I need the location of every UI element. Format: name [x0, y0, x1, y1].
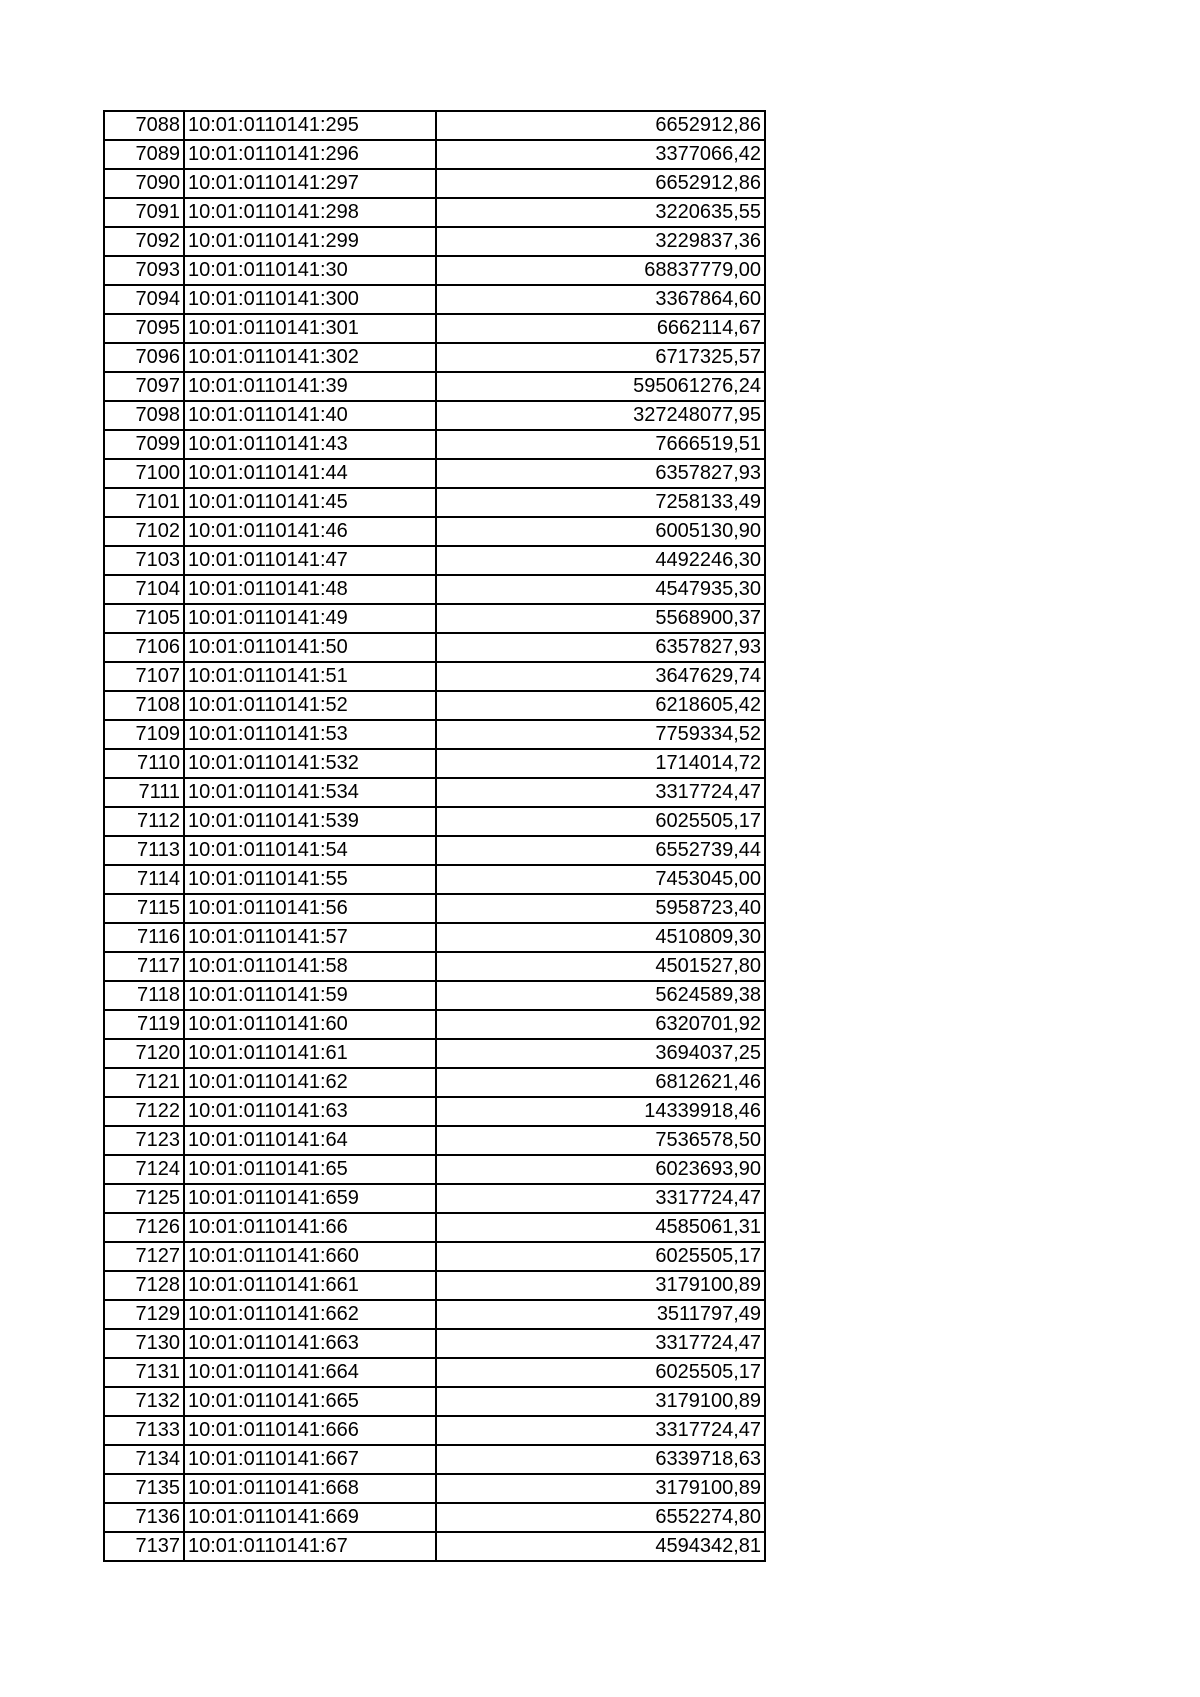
value-cell: 6025505,17	[436, 1242, 765, 1271]
cadastral-number-cell: 10:01:0110141:44	[184, 459, 436, 488]
row-number-cell: 7109	[104, 720, 184, 749]
table-row	[104, 488, 765, 517]
row-number-cell: 7091	[104, 198, 184, 227]
table-row	[104, 1329, 765, 1358]
value-cell: 4585061,31	[436, 1213, 765, 1242]
value-cell: 6717325,57	[436, 343, 765, 372]
row-number-cell: 7089	[104, 140, 184, 169]
table-row	[104, 198, 765, 227]
row-number-cell: 7110	[104, 749, 184, 778]
cadastral-number-cell: 10:01:0110141:30	[184, 256, 436, 285]
table-row	[104, 923, 765, 952]
value-cell: 3694037,25	[436, 1039, 765, 1068]
cadastral-number-cell: 10:01:0110141:53	[184, 720, 436, 749]
cadastral-number-cell: 10:01:0110141:61	[184, 1039, 436, 1068]
value-cell: 327248077,95	[436, 401, 765, 430]
row-number-cell: 7098	[104, 401, 184, 430]
value-cell: 3367864,60	[436, 285, 765, 314]
cadastral-number-cell: 10:01:0110141:302	[184, 343, 436, 372]
cadastral-number-cell: 10:01:0110141:299	[184, 227, 436, 256]
row-number-cell: 7137	[104, 1532, 184, 1561]
table-row	[104, 749, 765, 778]
cadastral-number-cell: 10:01:0110141:297	[184, 169, 436, 198]
cadastral-number-cell: 10:01:0110141:663	[184, 1329, 436, 1358]
value-cell: 3647629,74	[436, 662, 765, 691]
table-row	[104, 256, 765, 285]
table-row	[104, 517, 765, 546]
table-row	[104, 981, 765, 1010]
cadastral-number-cell: 10:01:0110141:539	[184, 807, 436, 836]
cadastral-number-cell: 10:01:0110141:48	[184, 575, 436, 604]
value-cell: 4594342,81	[436, 1532, 765, 1561]
value-cell: 1714014,72	[436, 749, 765, 778]
table-row	[104, 778, 765, 807]
cadastral-number-cell: 10:01:0110141:300	[184, 285, 436, 314]
value-cell: 4492246,30	[436, 546, 765, 575]
cadastral-number-cell: 10:01:0110141:59	[184, 981, 436, 1010]
row-number-cell: 7114	[104, 865, 184, 894]
table-row	[104, 1532, 765, 1561]
row-number-cell: 7107	[104, 662, 184, 691]
row-number-cell: 7090	[104, 169, 184, 198]
row-number-cell: 7115	[104, 894, 184, 923]
cadastral-number-cell: 10:01:0110141:665	[184, 1387, 436, 1416]
value-cell: 6812621,46	[436, 1068, 765, 1097]
value-cell: 4501527,80	[436, 952, 765, 981]
cadastral-number-cell: 10:01:0110141:46	[184, 517, 436, 546]
value-cell: 6662114,67	[436, 314, 765, 343]
value-cell: 4547935,30	[436, 575, 765, 604]
value-cell: 6357827,93	[436, 633, 765, 662]
cadastral-number-cell: 10:01:0110141:40	[184, 401, 436, 430]
value-cell: 3220635,55	[436, 198, 765, 227]
cadastral-number-cell: 10:01:0110141:50	[184, 633, 436, 662]
row-number-cell: 7136	[104, 1503, 184, 1532]
cadastral-number-cell: 10:01:0110141:55	[184, 865, 436, 894]
value-cell: 5624589,38	[436, 981, 765, 1010]
table-row	[104, 604, 765, 633]
row-number-cell: 7111	[104, 778, 184, 807]
cadastral-number-cell: 10:01:0110141:67	[184, 1532, 436, 1561]
table-row	[104, 314, 765, 343]
value-cell: 6339718,63	[436, 1445, 765, 1474]
cadastral-number-cell: 10:01:0110141:662	[184, 1300, 436, 1329]
row-number-cell: 7088	[104, 111, 184, 140]
value-cell: 7666519,51	[436, 430, 765, 459]
cadastral-number-cell: 10:01:0110141:60	[184, 1010, 436, 1039]
table-row	[104, 807, 765, 836]
table-row	[104, 1416, 765, 1445]
table-row	[104, 430, 765, 459]
cadastral-number-cell: 10:01:0110141:65	[184, 1155, 436, 1184]
row-number-cell: 7108	[104, 691, 184, 720]
row-number-cell: 7132	[104, 1387, 184, 1416]
cadastral-number-cell: 10:01:0110141:45	[184, 488, 436, 517]
row-number-cell: 7121	[104, 1068, 184, 1097]
value-cell: 3317724,47	[436, 778, 765, 807]
value-cell: 7258133,49	[436, 488, 765, 517]
cadastral-number-cell: 10:01:0110141:296	[184, 140, 436, 169]
row-number-cell: 7104	[104, 575, 184, 604]
row-number-cell: 7105	[104, 604, 184, 633]
cadastral-number-cell: 10:01:0110141:660	[184, 1242, 436, 1271]
table-row	[104, 372, 765, 401]
table-row	[104, 459, 765, 488]
value-cell: 3229837,36	[436, 227, 765, 256]
table-row	[104, 1474, 765, 1503]
value-cell: 3179100,89	[436, 1387, 765, 1416]
table-row	[104, 720, 765, 749]
table-row	[104, 401, 765, 430]
table-row	[104, 1184, 765, 1213]
table-row	[104, 1503, 765, 1532]
table-row	[104, 865, 765, 894]
row-number-cell: 7102	[104, 517, 184, 546]
row-number-cell: 7106	[104, 633, 184, 662]
row-number-cell: 7135	[104, 1474, 184, 1503]
table-row	[104, 662, 765, 691]
row-number-cell: 7117	[104, 952, 184, 981]
table-row	[104, 1097, 765, 1126]
table-row	[104, 1358, 765, 1387]
value-cell: 3377066,42	[436, 140, 765, 169]
row-number-cell: 7093	[104, 256, 184, 285]
cadastral-number-cell: 10:01:0110141:667	[184, 1445, 436, 1474]
row-number-cell: 7129	[104, 1300, 184, 1329]
value-cell: 3317724,47	[436, 1329, 765, 1358]
row-number-cell: 7094	[104, 285, 184, 314]
table-row	[104, 1039, 765, 1068]
table-row	[104, 952, 765, 981]
cadastral-value-table	[103, 110, 766, 1562]
table-row	[104, 633, 765, 662]
cadastral-number-cell: 10:01:0110141:298	[184, 198, 436, 227]
table-row	[104, 1445, 765, 1474]
table-row	[104, 343, 765, 372]
value-cell: 3179100,89	[436, 1474, 765, 1503]
row-number-cell: 7103	[104, 546, 184, 575]
row-number-cell: 7116	[104, 923, 184, 952]
value-cell: 6320701,92	[436, 1010, 765, 1039]
value-cell: 3179100,89	[436, 1271, 765, 1300]
row-number-cell: 7128	[104, 1271, 184, 1300]
table-row	[104, 546, 765, 575]
row-number-cell: 7122	[104, 1097, 184, 1126]
table-row	[104, 1271, 765, 1300]
cadastral-number-cell: 10:01:0110141:43	[184, 430, 436, 459]
row-number-cell: 7120	[104, 1039, 184, 1068]
cadastral-number-cell: 10:01:0110141:54	[184, 836, 436, 865]
value-cell: 6218605,42	[436, 691, 765, 720]
value-cell: 5568900,37	[436, 604, 765, 633]
value-cell: 595061276,24	[436, 372, 765, 401]
cadastral-number-cell: 10:01:0110141:295	[184, 111, 436, 140]
table-row	[104, 575, 765, 604]
cadastral-number-cell: 10:01:0110141:532	[184, 749, 436, 778]
cadastral-number-cell: 10:01:0110141:63	[184, 1097, 436, 1126]
row-number-cell: 7133	[104, 1416, 184, 1445]
cadastral-number-cell: 10:01:0110141:64	[184, 1126, 436, 1155]
row-number-cell: 7095	[104, 314, 184, 343]
row-number-cell: 7131	[104, 1358, 184, 1387]
cadastral-number-cell: 10:01:0110141:668	[184, 1474, 436, 1503]
table-row	[104, 285, 765, 314]
value-cell: 14339918,46	[436, 1097, 765, 1126]
value-cell: 7536578,50	[436, 1126, 765, 1155]
cadastral-number-cell: 10:01:0110141:57	[184, 923, 436, 952]
table-row	[104, 1213, 765, 1242]
cadastral-number-cell: 10:01:0110141:669	[184, 1503, 436, 1532]
table-body	[104, 111, 765, 1561]
row-number-cell: 7134	[104, 1445, 184, 1474]
value-cell: 6023693,90	[436, 1155, 765, 1184]
value-cell: 4510809,30	[436, 923, 765, 952]
table-row	[104, 227, 765, 256]
value-cell: 3511797,49	[436, 1300, 765, 1329]
table-row	[104, 1387, 765, 1416]
cadastral-number-cell: 10:01:0110141:301	[184, 314, 436, 343]
value-cell: 3317724,47	[436, 1184, 765, 1213]
row-number-cell: 7118	[104, 981, 184, 1010]
cadastral-number-cell: 10:01:0110141:66	[184, 1213, 436, 1242]
value-cell: 6005130,90	[436, 517, 765, 546]
row-number-cell: 7112	[104, 807, 184, 836]
value-cell: 6652912,86	[436, 169, 765, 198]
row-number-cell: 7101	[104, 488, 184, 517]
row-number-cell: 7126	[104, 1213, 184, 1242]
value-cell: 5958723,40	[436, 894, 765, 923]
value-cell: 7453045,00	[436, 865, 765, 894]
cadastral-number-cell: 10:01:0110141:659	[184, 1184, 436, 1213]
cadastral-number-cell: 10:01:0110141:51	[184, 662, 436, 691]
table-row	[104, 140, 765, 169]
cadastral-number-cell: 10:01:0110141:661	[184, 1271, 436, 1300]
value-cell: 6552739,44	[436, 836, 765, 865]
value-cell: 3317724,47	[436, 1416, 765, 1445]
table-row	[104, 111, 765, 140]
row-number-cell: 7130	[104, 1329, 184, 1358]
cadastral-number-cell: 10:01:0110141:47	[184, 546, 436, 575]
cadastral-number-cell: 10:01:0110141:49	[184, 604, 436, 633]
value-cell: 6025505,17	[436, 1358, 765, 1387]
cadastral-number-cell: 10:01:0110141:56	[184, 894, 436, 923]
value-cell: 7759334,52	[436, 720, 765, 749]
table-row	[104, 1155, 765, 1184]
value-cell: 68837779,00	[436, 256, 765, 285]
cadastral-number-cell: 10:01:0110141:534	[184, 778, 436, 807]
cadastral-number-cell: 10:01:0110141:62	[184, 1068, 436, 1097]
cadastral-number-cell: 10:01:0110141:664	[184, 1358, 436, 1387]
row-number-cell: 7113	[104, 836, 184, 865]
table-row	[104, 1300, 765, 1329]
cadastral-number-cell: 10:01:0110141:666	[184, 1416, 436, 1445]
value-cell: 6652912,86	[436, 111, 765, 140]
value-cell: 6357827,93	[436, 459, 765, 488]
value-cell: 6025505,17	[436, 807, 765, 836]
cadastral-number-cell: 10:01:0110141:58	[184, 952, 436, 981]
cadastral-number-cell: 10:01:0110141:52	[184, 691, 436, 720]
table-row	[104, 836, 765, 865]
table-row	[104, 1242, 765, 1271]
row-number-cell: 7123	[104, 1126, 184, 1155]
row-number-cell: 7119	[104, 1010, 184, 1039]
table-row	[104, 1068, 765, 1097]
row-number-cell: 7125	[104, 1184, 184, 1213]
table-row	[104, 691, 765, 720]
row-number-cell: 7097	[104, 372, 184, 401]
row-number-cell: 7096	[104, 343, 184, 372]
row-number-cell: 7127	[104, 1242, 184, 1271]
table-row	[104, 894, 765, 923]
row-number-cell: 7099	[104, 430, 184, 459]
value-cell: 6552274,80	[436, 1503, 765, 1532]
table-row	[104, 169, 765, 198]
row-number-cell: 7092	[104, 227, 184, 256]
row-number-cell: 7100	[104, 459, 184, 488]
cadastral-number-cell: 10:01:0110141:39	[184, 372, 436, 401]
row-number-cell: 7124	[104, 1155, 184, 1184]
table-row	[104, 1126, 765, 1155]
table-row	[104, 1010, 765, 1039]
